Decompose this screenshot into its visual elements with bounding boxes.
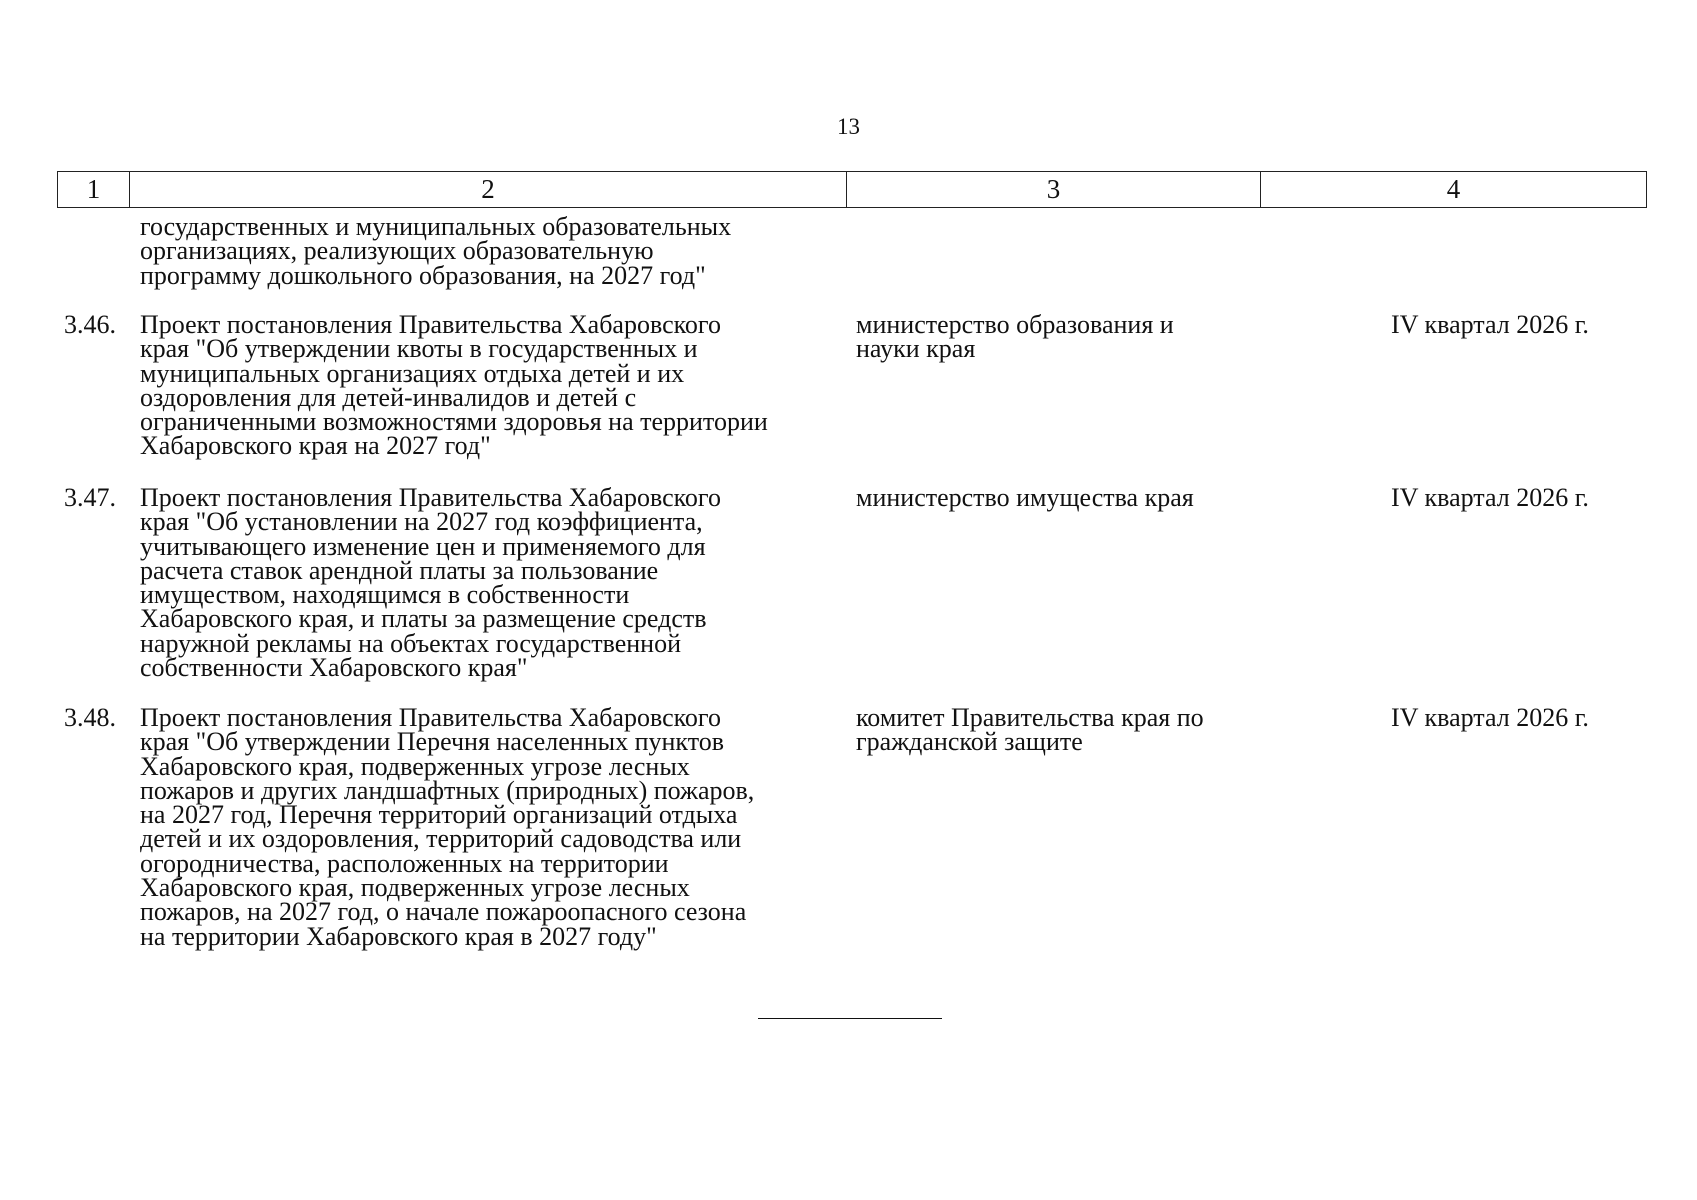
item-title: Проект постановления Правительства Хабаровского края "Об утверждении Перечня населенных пунктов Хабаровского края, подверженных угрозе лесных пожаров и других ландшафтных (природных) пожаров, на 2027 год, Перечня территорий организаций отдыха детей и их оздоровления, территорий садоводства или огородничества, расположенных на территории Хабаровского края, подверженных угрозе лесных пожаров, на 2027 год, о начале пожароопасного сезона на территории Хабаровского края в 2027 году" <box>140 703 755 951</box>
continuation-text: государственных и муниципальных образовательных организациях, реализующих образовательную программу дошкольного образования, на 2027 год" <box>140 212 732 290</box>
table-header-row <box>57 171 1647 208</box>
item-number: 3.47. <box>64 483 116 512</box>
item-term: IV квартал 2026 г. <box>1391 703 1589 732</box>
item-executor: министерство имущества края <box>856 483 1194 512</box>
item-number: 3.48. <box>64 703 116 732</box>
page-number: 13 <box>837 114 860 139</box>
item-term: IV квартал 2026 г. <box>1391 483 1589 512</box>
column-header-3: 3 <box>846 172 1260 207</box>
column-header-4: 4 <box>1260 172 1646 207</box>
item-number: 3.46. <box>64 310 116 339</box>
item-executor: комитет Правительства края по гражданской защите <box>856 703 1204 757</box>
column-header-1: 1 <box>86 174 101 204</box>
item-executor: министерство образования и науки края <box>856 310 1174 364</box>
end-of-document-rule <box>758 1018 942 1019</box>
item-title: Проект постановления Правительства Хабаровского края "Об установлении на 2027 год коэффициента, учитывающего изменение цен и применяемого для расчета ставок арендной платы за пользование имуществом, находящимся в собственности Хабаровского края, и платы за размещение средств наружной рекламы на объектах государственной собственности Хабаровского края" <box>140 483 721 683</box>
column-header-2: 2 <box>129 172 846 207</box>
item-term: IV квартал 2026 г. <box>1391 310 1589 339</box>
item-title: Проект постановления Правительства Хабаровского края "Об утверждении квоты в государственных и муниципальных организациях отдыха детей и их оздоровления для детей-инвалидов и детей с ограниченными возможностями здоровья на территории Хабаровского края на 2027 год" <box>140 310 768 461</box>
